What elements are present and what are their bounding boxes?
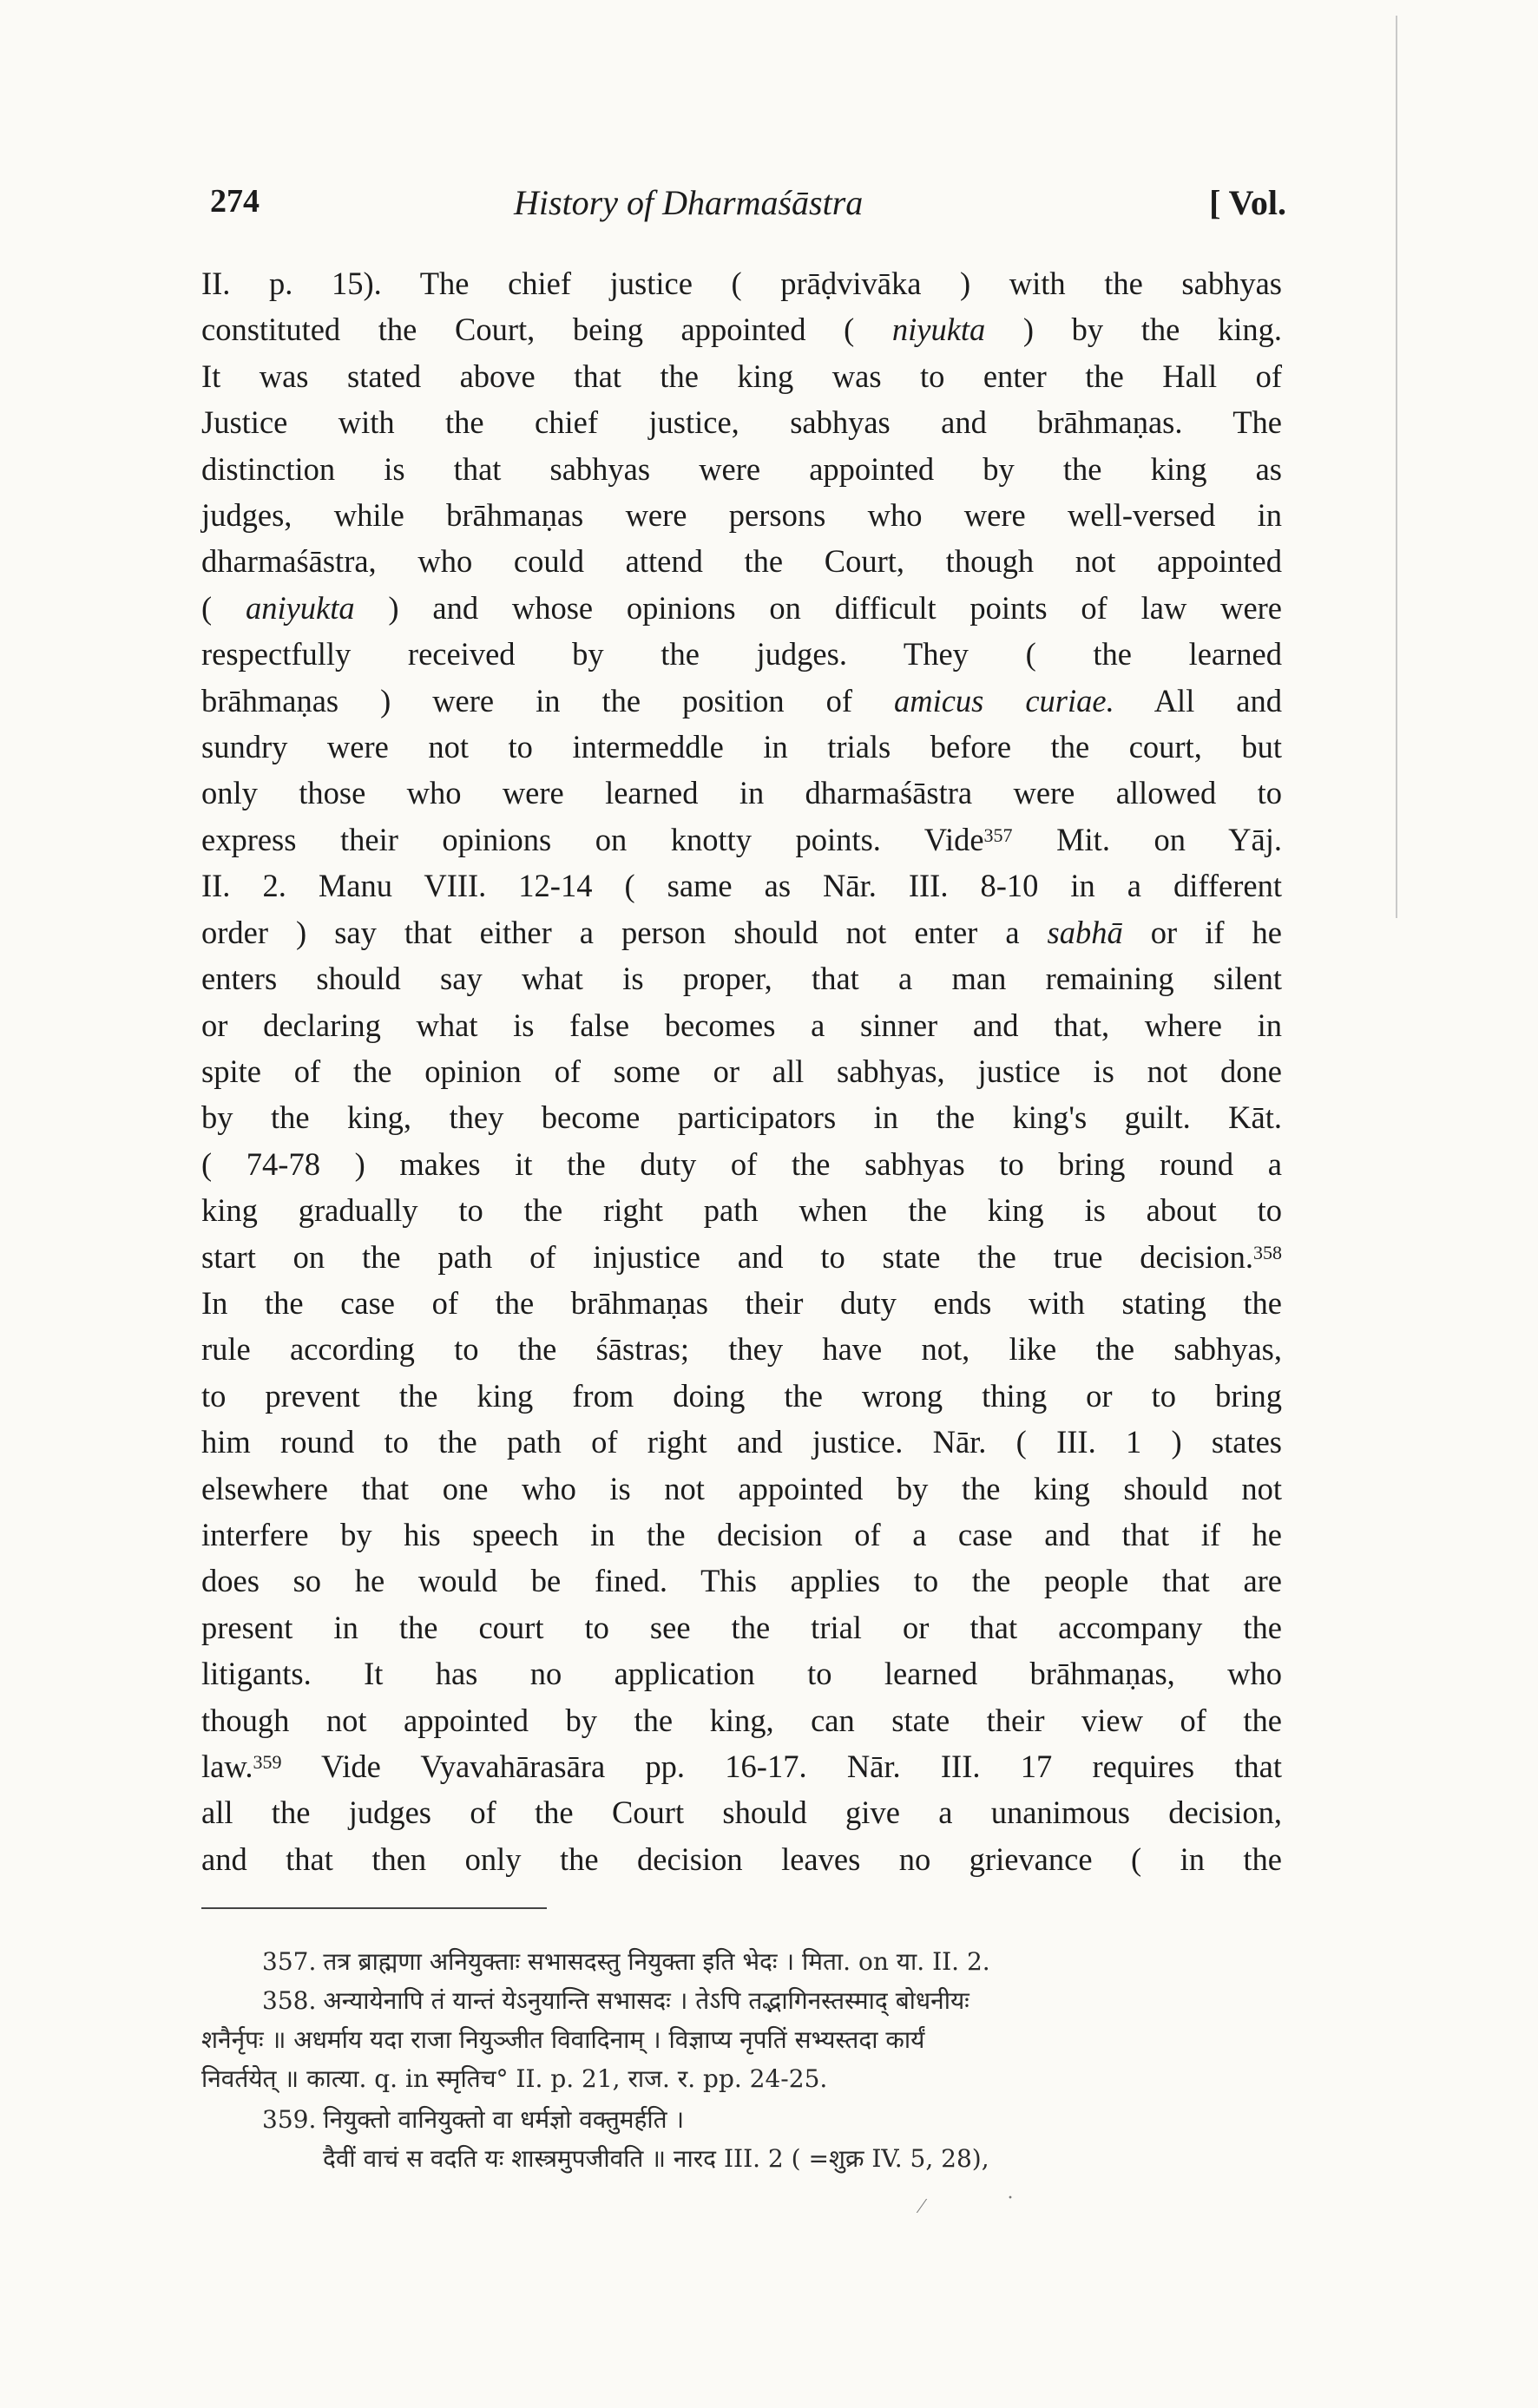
text-line: though not appointed by the king, can state their view of the	[201, 1702, 1282, 1738]
footnote-line: तत्र ब्राह्मणा अनियुक्ताः सभासदस्तु नियुक्ता इति भेदः । मिता. on या. II. 2.	[323, 1947, 990, 1976]
text-line: does so he would be fined. This applies to the people that are	[201, 1563, 1282, 1599]
footnote-line: शनैर्नृपः ॥ अधर्माय यदा राजा नियुञ्जीत विवादिनाम् । विज्ञाप्य नृपतिं सभ्यस्तदा कार्यं	[201, 2025, 925, 2054]
text-line: In the case of the brāhmaṇas their duty ends with stating the	[201, 1284, 1282, 1321]
text-line: express their opinions on knotty points. Vide$^{357}$ Mit. on Yāj.	[201, 821, 1282, 857]
text-line: present in the court to see the trial or that accompany the	[201, 1609, 1282, 1645]
footnote-number: 359.	[262, 2105, 317, 2134]
text-line: II. 2. Manu VIII. 12-14 ( same as Nār. III. 8-10 in a different	[201, 868, 1282, 904]
text-line: by the king, they become participators in the king's guilt. Kāt.	[201, 1099, 1282, 1136]
text-line: elsewhere that one who is not appointed by the king should not	[201, 1470, 1282, 1506]
footnote-line: अन्यायेनापि तं यान्तं येऽनुयान्ति सभासदः । तेऽपि तद्भागिनस्तस्माद् बोधनीयः	[323, 1986, 969, 2015]
main-text	[201, 260, 1282, 1882]
text-line: king gradually to the right path when the king is about to	[201, 1192, 1282, 1229]
stray-mark: ⁄	[920, 2195, 924, 2218]
footnote-number: 358.	[262, 1986, 317, 2015]
footnote-line: दैवीं वाचं स वदति यः शास्त्रमुपजीवति ॥ नारद III. 2 ( =शुक्र IV. 5, 28),	[323, 2144, 989, 2173]
text-line: all the judges of the Court should give a unanimous decision,	[201, 1795, 1282, 1831]
footnote-number: 357.	[262, 1947, 317, 1976]
text-line: or declaring what is false becomes a sinner and that, where in	[201, 1007, 1282, 1043]
text-line: and that then only the decision leaves no grievance ( in the	[201, 1840, 1282, 1877]
text-line: order ) say that either a person should not enter a sabhā or if he	[201, 914, 1282, 950]
footnote-358	[201, 1981, 1282, 2098]
text-line: litigants. It has no application to learned brāhmaṇas, who	[201, 1656, 1282, 1692]
text-line: spite of the opinion of some or all sabhyas, justice is not done	[201, 1053, 1282, 1089]
stray-mark: ·	[1007, 2187, 1014, 2209]
page-edge-line	[1396, 16, 1397, 918]
text-line: judges, while brāhmaṇas were persons who were well-versed in	[201, 497, 1282, 534]
text-line: to prevent the king from doing the wrong thing or to bring	[201, 1377, 1282, 1414]
text-line: him round to the path of right and justice. Nār. ( III. 1 ) states	[201, 1424, 1282, 1460]
footnote-line: नियुक्तो वानियुक्तो वा धर्मज्ञो वक्तुमर्हति ।	[323, 2105, 685, 2134]
text-line: It was stated above that the king was to enter the Hall of	[201, 358, 1282, 394]
footnote-rule	[201, 1907, 547, 1913]
text-line: dharmaśāstra, who could attend the Court, though not appointed	[201, 543, 1282, 580]
text-line: interfere by his speech in the decision of a case and that if he	[201, 1516, 1282, 1552]
footnote-359	[201, 2100, 1282, 2178]
page-number: 274	[210, 183, 260, 220]
text-line: II. p. 15). The chief justice ( prāḍvivāka ) with the sabhyas	[201, 266, 1282, 301]
text-line: brāhmaṇas ) were in the position of amicus curiae. All and	[201, 682, 1283, 718]
running-title: History of Dharmaśāstra	[514, 183, 864, 222]
text-line: law.$^{359}$ Vide Vyavahārasāra pp. 16-17. Nār. III. 17 requires that	[201, 1749, 1282, 1784]
text-line: respectfully received by the judges. They ( the learned	[201, 636, 1282, 673]
text-line: rule according to the śāstras; they have not, like the sabhyas,	[201, 1331, 1282, 1368]
page-header	[210, 182, 1286, 234]
volume-marker: [ Vol.	[1209, 183, 1286, 222]
text-line: only those who were learned in dharmaśāstra were allowed to	[201, 775, 1282, 811]
footnote-line: निवर्तयेत् ॥ कात्या. q. in स्मृतिच° II. p. 21, राज. र. pp. 24-25.	[201, 2064, 828, 2093]
text-line: constituted the Court, being appointed ( niyukta ) by the king.	[201, 312, 1282, 348]
footnote-357	[201, 1942, 1282, 1981]
text-line: sundry were not to intermeddle in trials before the court, but	[201, 729, 1282, 765]
text-line: ( aniyukta ) and whose opinions on difficult points of law were	[201, 589, 1283, 626]
text-line: ( 74-78 ) makes it the duty of the sabhyas to bring round a	[201, 1145, 1282, 1182]
text-line: distinction is that sabhyas were appointed by the king as	[201, 450, 1282, 487]
text-line: start on the path of injustice and to state the true decision.$^{358}$	[201, 1238, 1282, 1275]
text-line: enters should say what is proper, that a man remaining silent	[201, 961, 1282, 997]
text-line: Justice with the chief justice, sabhyas and brāhmaṇas. The	[201, 404, 1282, 441]
